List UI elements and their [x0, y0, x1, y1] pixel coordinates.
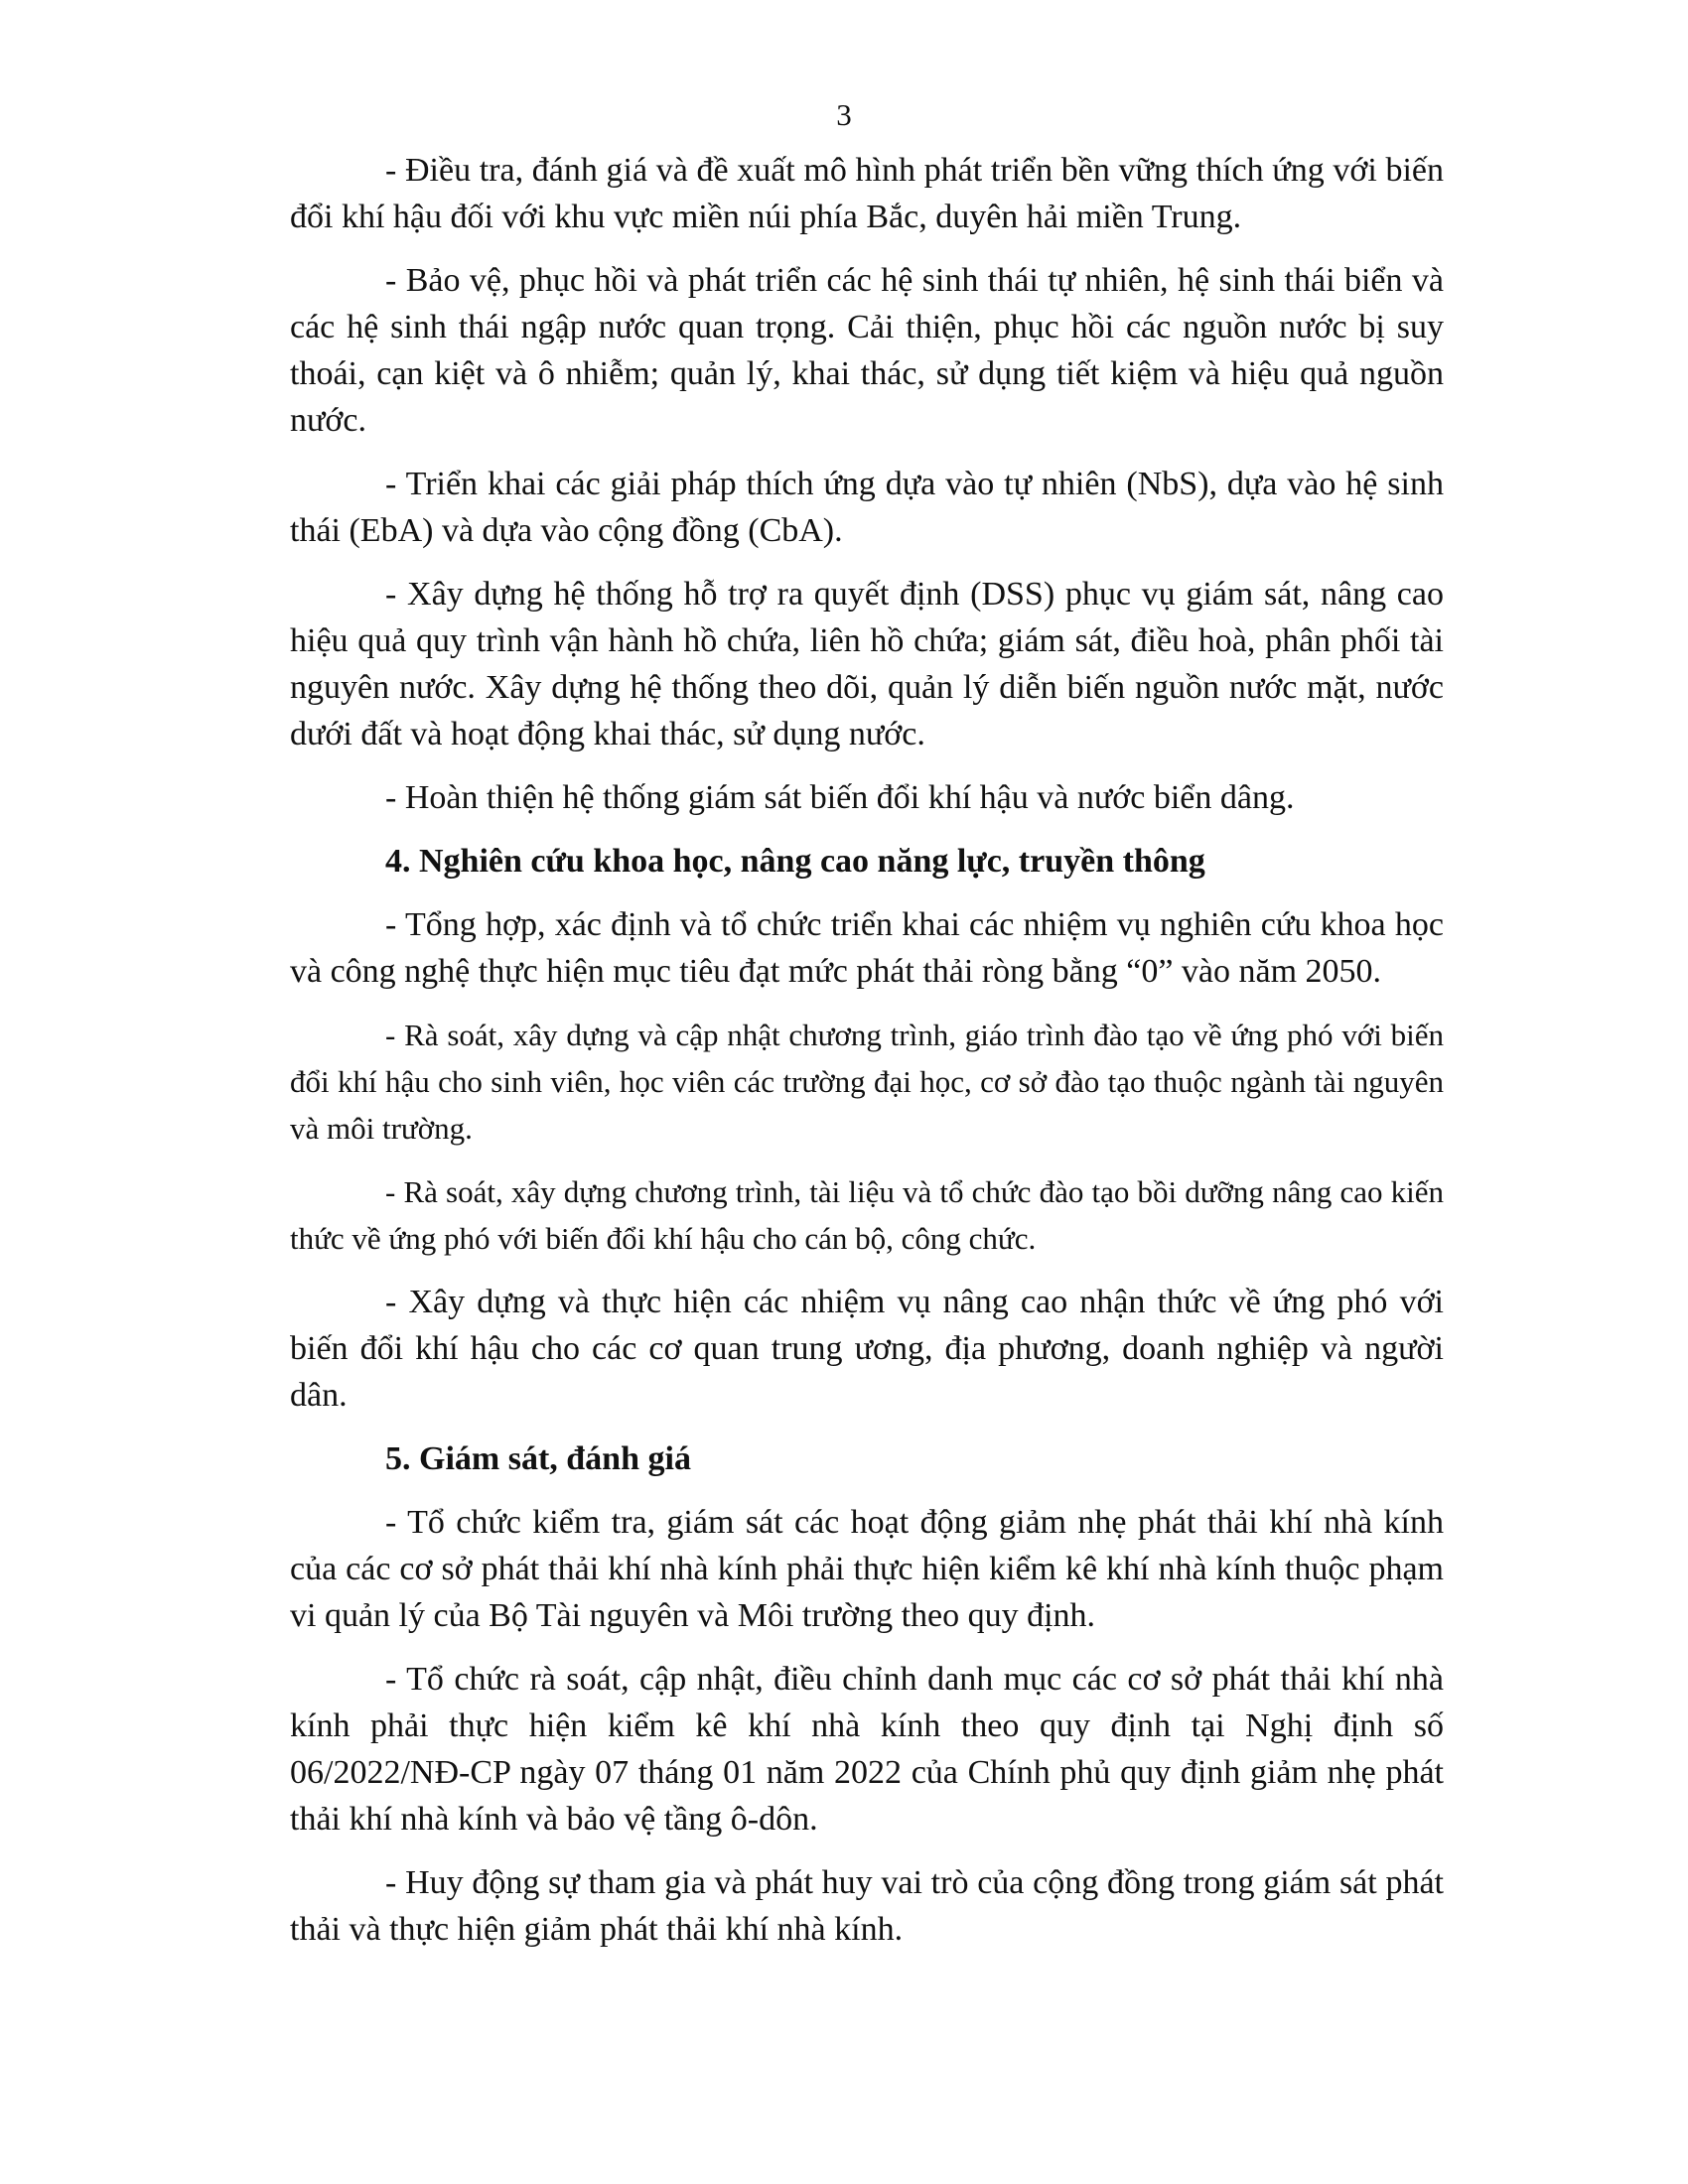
paragraph-mountain-coastal-model: - Điều tra, đánh giá và đề xuất mô hình phát triển bền vững thích ứng với biến đổi khí hậu đối với khu vực miền núi phía Bắc, duyên hải miền Trung. [290, 152, 1444, 235]
paragraph-officer-training: - Rà soát, xây dựng chương trình, tài liệu và tổ chức đào tạo bồi dưỡng nâng cao kiến thức về ứng phó với biến đổi khí hậu cho cán bộ, công chức. [290, 1174, 1444, 1256]
document-body [290, 147, 1444, 1970]
paragraph-training-curriculum: - Rà soát, xây dựng và cập nhật chương trình, giáo trình đào tạo về ứng phó với biến đổi khí hậu cho sinh viên, học viên các trường đại học, cơ sở đào tạo thuộc ngành tài nguyên và môi trường. [290, 1018, 1444, 1146]
section-4-heading: 4. Nghiên cứu khoa học, nâng cao năng lực, truyền thông [385, 843, 1205, 880]
paragraph-research-tasks: - Tổng hợp, xác định và tổ chức triển khai các nhiệm vụ nghiên cứu khoa học và công nghệ thực hiện mục tiêu đạt mức phát thải ròng bằng “0” vào năm 2050. [290, 906, 1444, 990]
paragraph-community-participation: - Huy động sự tham gia và phát huy vai trò của cộng đồng trong giám sát phát thải và thực hiện giảm phát thải khí nhà kính. [290, 1864, 1444, 1948]
paragraph-climate-monitoring-system: - Hoàn thiện hệ thống giám sát biến đổi khí hậu và nước biển dâng. [385, 779, 1295, 816]
paragraph-awareness-raising: - Xây dựng và thực hiện các nhiệm vụ nâng cao nhận thức về ứng phó với biến đổi khí hậu cho các cơ quan trung ương, địa phương, doanh nghiệp và người dân. [290, 1284, 1444, 1414]
paragraph-nature-based-solutions: - Triển khai các giải pháp thích ứng dựa vào tự nhiên (NbS), dựa vào hệ sinh thái (EbA) và dựa vào cộng đồng (CbA). [290, 466, 1444, 549]
page-number: 3 [836, 97, 852, 132]
paragraph-emission-inspection: - Tổ chức kiểm tra, giám sát các hoạt động giảm nhẹ phát thải khí nhà kính của các cơ sở phát thải khí nhà kính phải thực hiện kiểm kê khí nhà kính thuộc phạm vi quản lý của Bộ Tài nguyên và Môi trường theo quy định. [290, 1504, 1444, 1634]
paragraph-decision-support-system: - Xây dựng hệ thống hỗ trợ ra quyết định (DSS) phục vụ giám sát, nâng cao hiệu quả quy trình vận hành hồ chứa, liên hồ chứa; giám sát, điều hoà, phân phối tài nguyên nước. Xây dựng hệ thống theo dõi, quản lý diễn biến nguồn nước mặt, nước dưới đất và hoạt động khai thác, sử dụng nước. [290, 576, 1444, 752]
paragraph-facility-list-review: - Tổ chức rà soát, cập nhật, điều chỉnh danh mục các cơ sở phát thải khí nhà kính phải thực hiện kiểm kê khí nhà kính theo quy định tại Nghị định số 06/2022/NĐ-CP ngày 07 tháng 01 năm 2022 của Chính phủ quy định giảm nhẹ phát thải khí nhà kính và bảo vệ tầng ô-dôn. [290, 1661, 1444, 1838]
paragraph-ecosystem-protection: - Bảo vệ, phục hồi và phát triển các hệ sinh thái tự nhiên, hệ sinh thái biển và các hệ sinh thái ngập nước quan trọng. Cải thiện, phục hồi các nguồn nước bị suy thoái, cạn kiệt và ô nhiễm; quản lý, khai thác, sử dụng tiết kiệm và hiệu quả nguồn nước. [290, 262, 1444, 439]
section-5-heading: 5. Giám sát, đánh giá [385, 1440, 691, 1477]
